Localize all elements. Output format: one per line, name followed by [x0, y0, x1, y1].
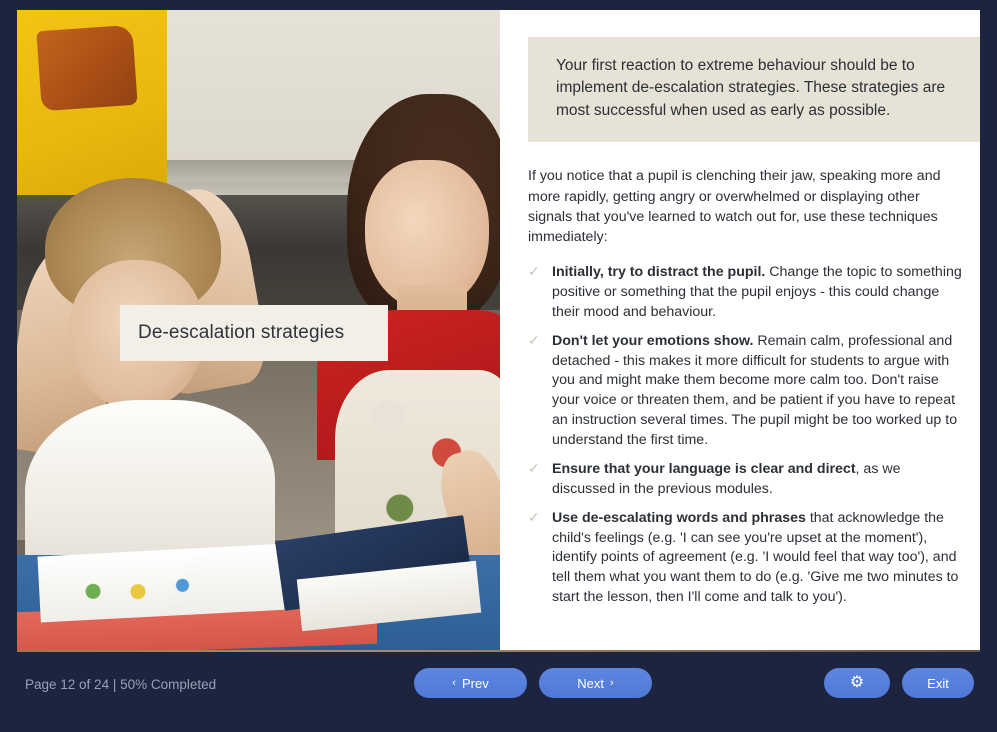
intro-paragraph: If you notice that a pupil is clenching their jaw, speaking more and more rapidly, getting angry or overwhelmed or displaying other signals that you've learned to watch out for, use these techniques immediately: [528, 168, 941, 245]
check-icon: ✓ [528, 508, 540, 525]
toolbar-divider [17, 650, 980, 652]
exit-button[interactable] [902, 668, 974, 698]
player-toolbar [0, 650, 997, 732]
chevron-right-icon: › [610, 677, 614, 689]
photo-wall-artwork [36, 25, 137, 112]
callout-box: Your first reaction to extreme behaviour should be to implement de-escalation strategies. These strategies are most successful when used as early as possible. [528, 37, 980, 142]
lesson-content [500, 10, 980, 650]
slide-canvas [17, 10, 980, 650]
navigation-buttons [414, 668, 652, 698]
progress-label: Page 12 of 24 | 50% Completed [25, 677, 217, 692]
prev-button-label: Prev [461, 675, 489, 691]
next-button-label: Next [577, 675, 605, 691]
check-icon: ✓ [528, 331, 540, 348]
list-item-rest: Remain calm, professional and detached - this makes it more difficult for students to argue with you and might make them become more calm too. Don't raise your voice or threaten them, and be patient if you have to repeat an instruction several times. The pupil might be too worked up to understand the first time. [552, 332, 958, 449]
list-item [528, 509, 966, 608]
check-icon: ✓ [528, 263, 540, 280]
photo-caption: De-escalation strategies [120, 305, 388, 361]
check-icon: ✓ [528, 459, 540, 476]
gear-icon: ⚙ [849, 674, 865, 691]
list-item [528, 460, 966, 500]
list-item [528, 263, 966, 323]
utility-buttons [824, 668, 974, 698]
list-item-rest: , as we discussed in the previous modules. [552, 460, 901, 497]
list-item-rest: that acknowledge the child's feelings (e.g. 'I can see you're upset at the moment'), identify points of agreement (e.g. 'I would feel that way too'), and tell them what you want them to do (e.g. 'Give me two minutes to start the lesson, then I'll come and talk to you'). [552, 509, 959, 606]
next-button[interactable] [539, 668, 652, 698]
list-item-lead: Ensure that your language is clear and direct [552, 460, 856, 477]
list-item-rest: Change the topic to something positive or something that the pupil enjoys - this could change their mood and behaviour. [552, 264, 962, 320]
settings-button[interactable] [824, 668, 890, 698]
chevron-left-icon: ‹ [452, 677, 456, 689]
list-item-lead: Don't let your emotions show. [552, 332, 754, 349]
lesson-photo [17, 10, 500, 650]
prev-button[interactable] [414, 668, 527, 698]
list-item-lead: Initially, try to distract the pupil. [552, 264, 766, 281]
exit-button-label: Exit [927, 675, 949, 691]
list-item-lead: Use de-escalating words and phrases [552, 509, 806, 526]
technique-list [528, 263, 966, 608]
list-item [528, 332, 966, 451]
